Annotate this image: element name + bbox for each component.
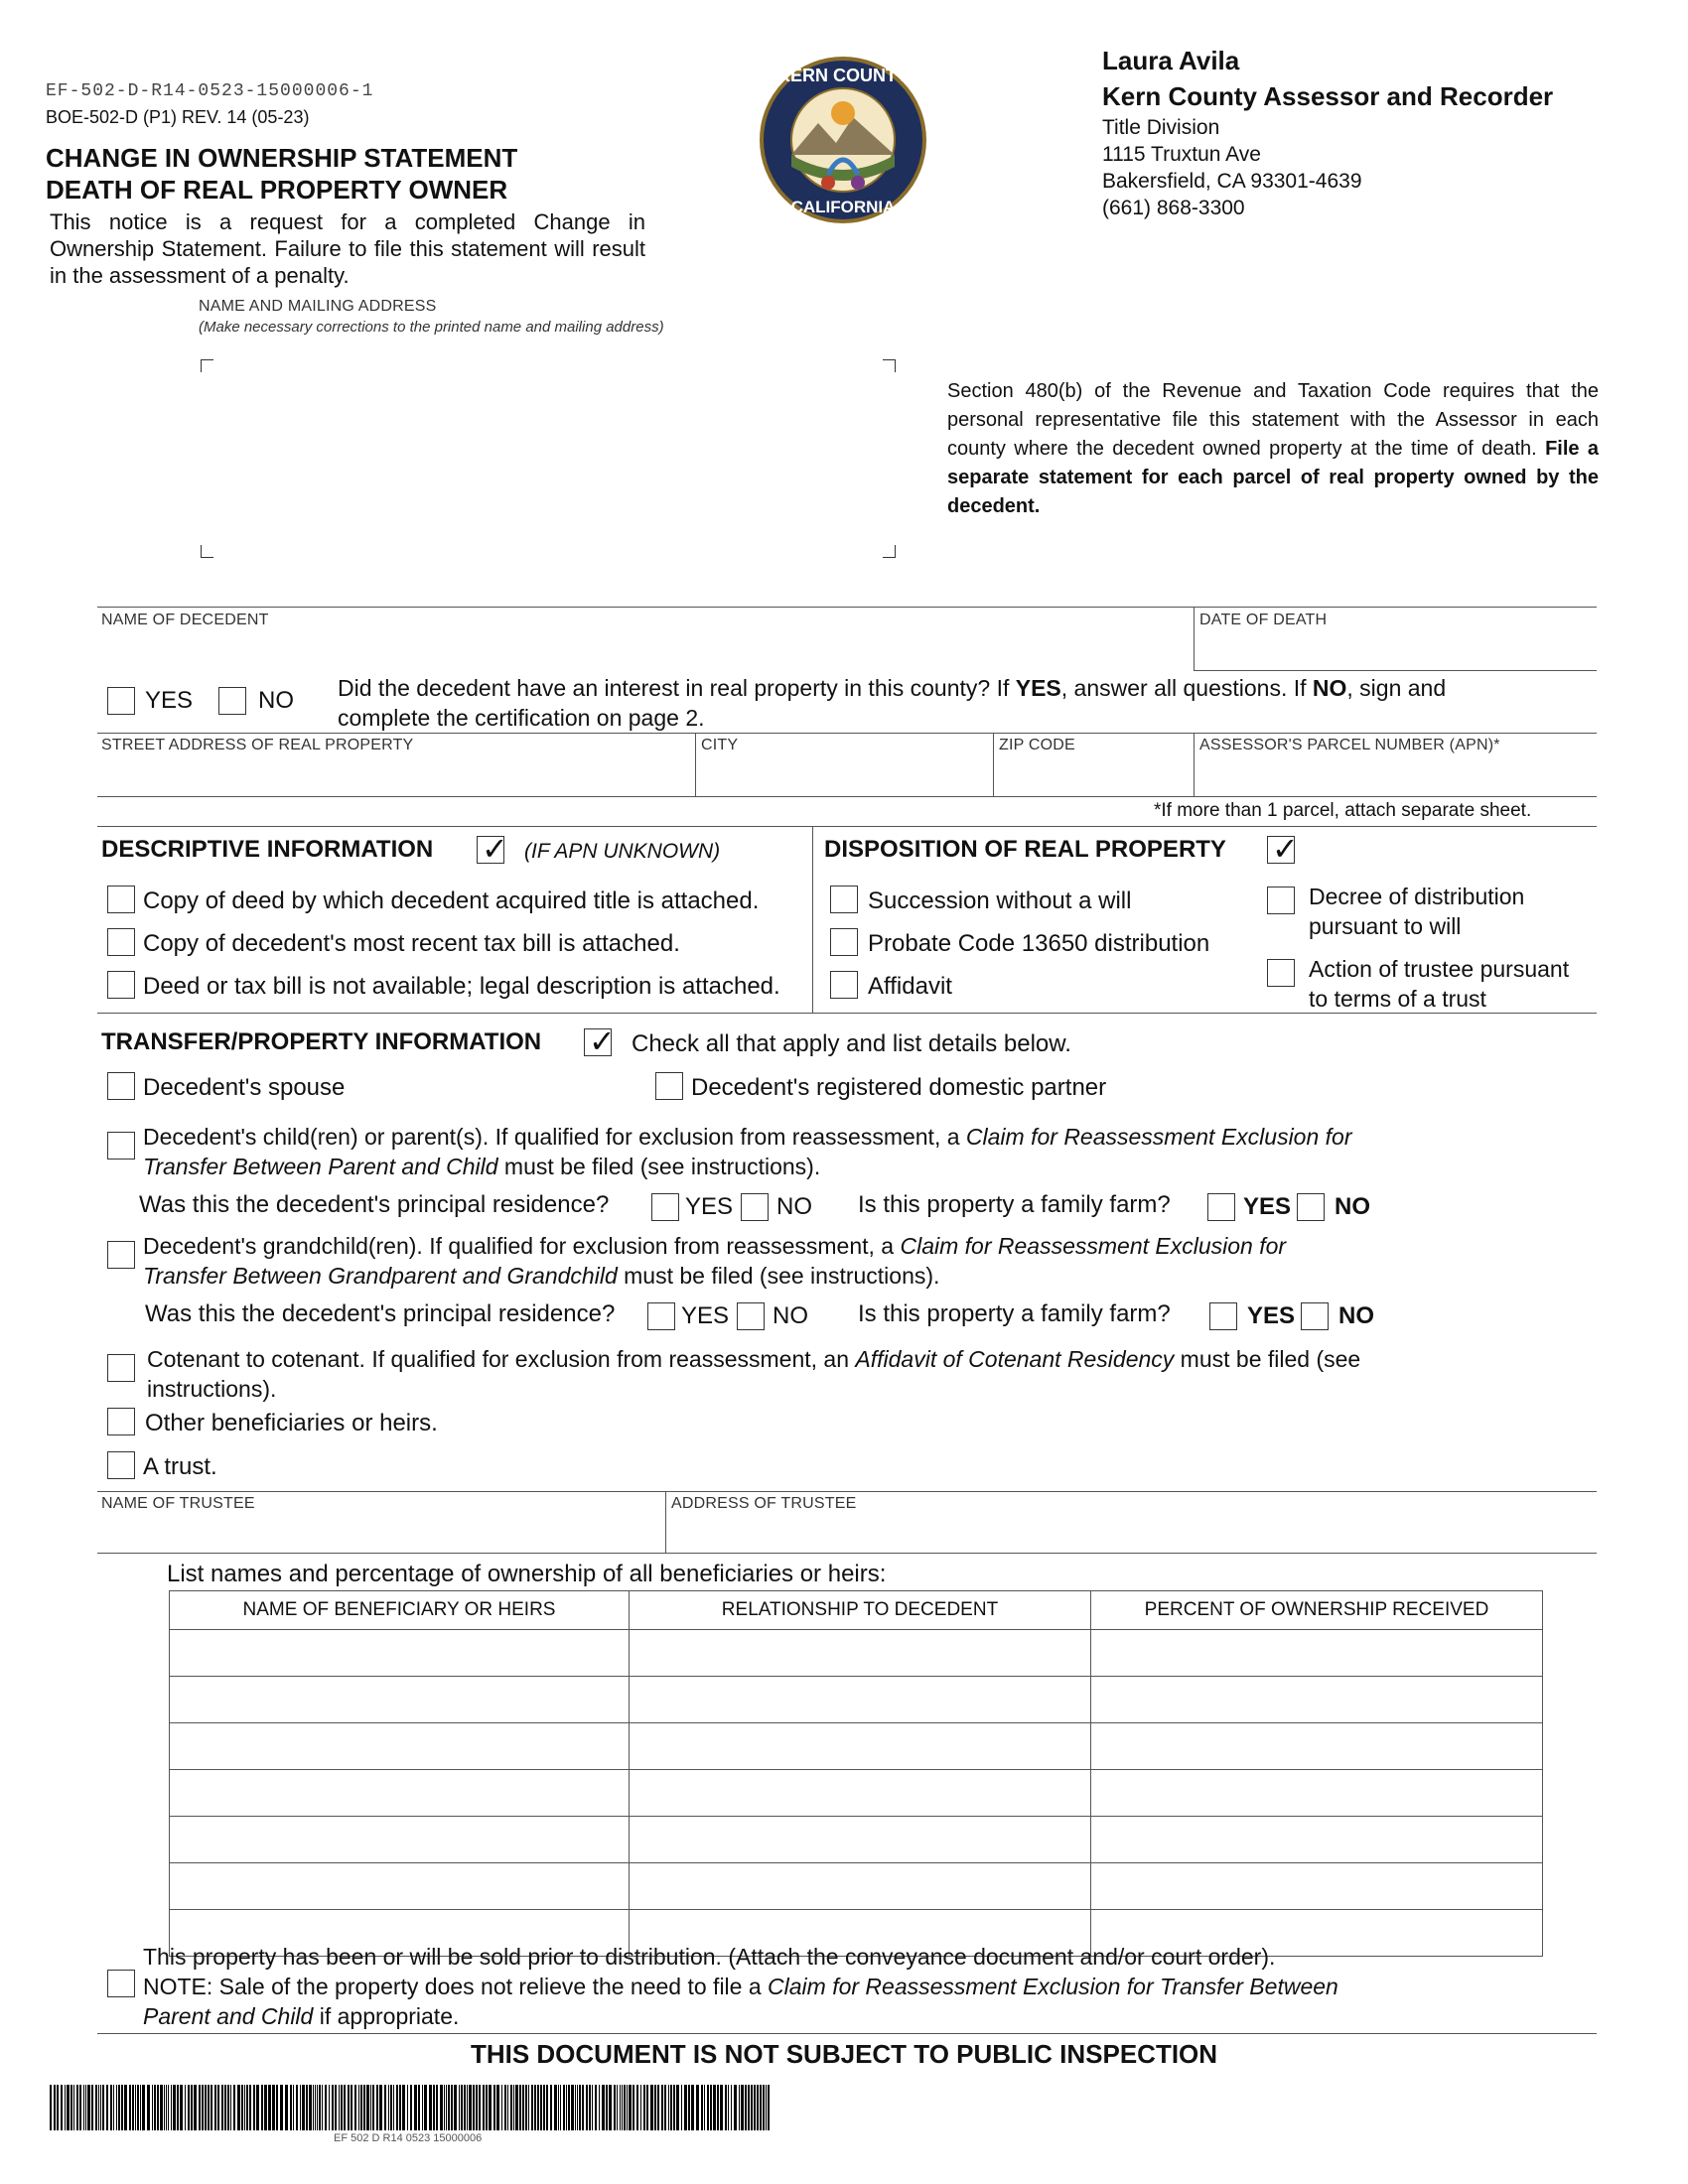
city-label: CITY [701, 737, 739, 753]
percent-cell[interactable] [1091, 1817, 1543, 1863]
beneficiary-name-cell[interactable] [170, 1770, 630, 1817]
percent-cell[interactable] [1091, 1770, 1543, 1817]
table-row [170, 1723, 1543, 1770]
domestic-partner-label: Decedent's registered domestic partner [691, 1074, 1107, 1101]
grandchild-farm-no-checkbox[interactable] [1301, 1302, 1329, 1330]
child-farm-no-checkbox[interactable] [1297, 1193, 1325, 1221]
beneficiary-name-cell[interactable] [170, 1817, 630, 1863]
assessor-phone: (661) 868-3300 [1102, 197, 1245, 219]
child-residence-no-label: NO [776, 1193, 812, 1220]
section-480-bold: File a separate statement for each parcel of real property owned by the decedent. [947, 438, 1599, 517]
table-row [170, 1770, 1543, 1817]
trustee-name-field[interactable] [97, 1517, 663, 1551]
col-percent-header: PERCENT OF OWNERSHIP RECEIVED [1091, 1591, 1543, 1630]
assessor-office: Kern County Assessor and Recorder [1102, 81, 1554, 111]
section-480-body: Section 480(b) of the Revenue and Taxation Code requires that the personal representative file this statement with the Assessor in each county where the decedent owned property at the time of death. [947, 380, 1599, 460]
city-field[interactable] [697, 758, 991, 794]
table-row [170, 1677, 1543, 1723]
disposition-affidavit-checkbox[interactable] [830, 971, 858, 999]
barcode-image [50, 2085, 774, 2130]
descriptive-taxbill-label: Copy of decedent's most recent tax bill is attached. [143, 930, 680, 957]
disposition-decree-label: Decree of distribution pursuant to will [1309, 884, 1525, 939]
disposition-trustee-label: Action of trustee pursuant to terms of a trust [1309, 956, 1570, 1012]
grandchild-residence-yes-checkbox[interactable] [647, 1302, 675, 1330]
trustee-address-field[interactable] [667, 1517, 1595, 1551]
interest-yes-checkbox[interactable] [107, 687, 135, 715]
child-farm-yes-label: YES [1243, 1193, 1292, 1220]
disposition-affidavit-label: Affidavit [868, 973, 952, 1000]
transfer-heading: TRANSFER/PROPERTY INFORMATION [101, 1028, 542, 1055]
assessor-division: Title Division [1102, 116, 1220, 139]
transfer-instruction: Check all that apply and list details below. [632, 1030, 1071, 1057]
grandchild-checkbox[interactable] [107, 1241, 135, 1269]
mailing-address-label: NAME AND MAILING ADDRESS [199, 298, 437, 315]
svg-text:KERN COUNTY: KERN COUNTY [776, 66, 910, 85]
zip-code-label: ZIP CODE [999, 737, 1075, 753]
descriptive-qualifier: (IF APN UNKNOWN) [524, 840, 721, 863]
child-residence-question: Was this the decedent's principal residence? [139, 1191, 610, 1218]
interest-yes-label: YES [145, 687, 194, 714]
barcode-text: EF 502 D R14 0523 15000006 [334, 2132, 483, 2144]
grandchild-farm-question: Is this property a family farm? [858, 1300, 1171, 1327]
penalty-notice: This notice is a request for a completed Change in Ownership Statement. Failure to file this statement will result in the assessment of a penalty. [50, 209, 645, 288]
public-inspection-notice: THIS DOCUMENT IS NOT SUBJECT TO PUBLIC INSPECTION [470, 2039, 1218, 2069]
spouse-checkbox[interactable] [107, 1072, 135, 1100]
disposition-heading: DISPOSITION OF REAL PROPERTY [824, 836, 1226, 863]
zip-code-field[interactable] [995, 758, 1192, 794]
mailing-address-window[interactable] [201, 359, 896, 558]
child-parent-text: Decedent's child(ren) or parent(s). If qualified for exclusion from reassessment, a Claim for Reassessment Exclusion for Transfer Between Parent and Child must be filed (see instructions). [143, 1124, 1352, 1179]
percent-cell[interactable] [1091, 1723, 1543, 1770]
grandchild-farm-no-label: NO [1338, 1302, 1374, 1329]
apn-note: *If more than 1 parcel, attach separate sheet. [1154, 800, 1532, 821]
percent-cell[interactable] [1091, 1630, 1543, 1677]
street-address-field[interactable] [97, 758, 693, 794]
interest-no-checkbox[interactable] [218, 687, 246, 715]
child-residence-no-checkbox[interactable] [741, 1193, 769, 1221]
relationship-cell[interactable] [630, 1863, 1091, 1910]
other-heirs-label: Other beneficiaries or heirs. [145, 1410, 438, 1436]
beneficiary-name-cell[interactable] [170, 1630, 630, 1677]
county-seal-logo [759, 56, 927, 224]
disposition-probate-label: Probate Code 13650 distribution [868, 930, 1210, 957]
trust-label: A trust. [143, 1453, 217, 1480]
disposition-check-icon: ✓ [1267, 836, 1295, 864]
assessor-name: Laura Avila [1102, 46, 1240, 75]
form-title-line2: DEATH OF REAL PROPERTY OWNER [46, 175, 508, 205]
trustee-address-label: ADDRESS OF TRUSTEE [671, 1495, 857, 1512]
disposition-trustee-checkbox[interactable] [1267, 959, 1295, 987]
descriptive-deed-label: Copy of deed by which decedent acquired title is attached. [143, 887, 760, 914]
grandchild-residence-question: Was this the decedent's principal residence? [145, 1300, 616, 1327]
relationship-cell[interactable] [630, 1630, 1091, 1677]
form-title-line1: CHANGE IN OWNERSHIP STATEMENT [46, 143, 518, 173]
table-row [170, 1863, 1543, 1910]
col-relationship-header: RELATIONSHIP TO DECEDENT [630, 1591, 1091, 1630]
relationship-cell[interactable] [630, 1770, 1091, 1817]
date-of-death-field[interactable] [1197, 633, 1595, 669]
decedent-name-field[interactable] [97, 633, 1190, 669]
percent-cell[interactable] [1091, 1677, 1543, 1723]
child-parent-checkbox[interactable] [107, 1132, 135, 1160]
trustee-name-label: NAME OF TRUSTEE [101, 1495, 255, 1512]
spouse-label: Decedent's spouse [143, 1074, 346, 1101]
grandchild-text: Decedent's grandchild(ren). If qualified for exclusion from reassessment, a Claim for Reassessment Exclusion for Transfer Between Grandparent and Grandchild must be filed (see instructions). [143, 1233, 1287, 1289]
assessor-street: 1115 Truxtun Ave [1102, 143, 1261, 166]
grandchild-residence-no-checkbox[interactable] [737, 1302, 765, 1330]
beneficiary-name-cell[interactable] [170, 1723, 630, 1770]
descriptive-taxbill-checkbox[interactable] [107, 928, 135, 956]
beneficiaries-table [169, 1590, 1543, 1957]
domestic-partner-checkbox[interactable] [655, 1072, 683, 1100]
form-code: EF-502-D-R14-0523-15000006-1 [46, 81, 374, 101]
apn-field[interactable] [1196, 758, 1597, 794]
table-row [170, 1630, 1543, 1677]
interest-question: Did the decedent have an interest in real property in this county? If YES, answer all questions. If NO, sign and complete the certification on page 2. [338, 675, 1447, 731]
assessor-city: Bakersfield, CA 93301-4639 [1102, 170, 1362, 193]
sold-prior-checkbox[interactable] [107, 1970, 135, 1997]
child-farm-yes-checkbox[interactable] [1207, 1193, 1235, 1221]
child-farm-question: Is this property a family farm? [858, 1191, 1171, 1218]
grandchild-residence-yes-label: YES [681, 1302, 730, 1329]
child-farm-no-label: NO [1335, 1193, 1370, 1220]
beneficiary-name-cell[interactable] [170, 1863, 630, 1910]
descriptive-deed-checkbox[interactable] [107, 886, 135, 913]
other-heirs-checkbox[interactable] [107, 1408, 135, 1435]
percent-cell[interactable] [1091, 1863, 1543, 1910]
form-number: BOE-502-D (P1) REV. 14 (05-23) [46, 107, 310, 127]
apn-label: ASSESSOR'S PARCEL NUMBER (APN)* [1199, 737, 1500, 753]
child-residence-yes-checkbox[interactable] [651, 1193, 679, 1221]
col-name-header: NAME OF BENEFICIARY OR HEIRS [170, 1591, 630, 1630]
cotenant-text: Cotenant to cotenant. If qualified for exclusion from reassessment, an Affidavit of Cotenant Residency must be filed (see instructions). [147, 1346, 1361, 1402]
section-480-text [947, 377, 1599, 521]
disposition-probate-checkbox[interactable] [830, 928, 858, 956]
relationship-cell[interactable] [630, 1817, 1091, 1863]
cotenant-checkbox[interactable] [107, 1354, 135, 1382]
descriptive-legal-checkbox[interactable] [107, 971, 135, 999]
disposition-succession-checkbox[interactable] [830, 886, 858, 913]
beneficiaries-intro: List names and percentage of ownership of all beneficiaries or heirs: [167, 1561, 887, 1587]
svg-text:CALIFORNIA: CALIFORNIA [790, 198, 896, 216]
date-of-death-label: DATE OF DEATH [1199, 612, 1328, 628]
grandchild-farm-yes-label: YES [1247, 1302, 1296, 1329]
grandchild-farm-yes-checkbox[interactable] [1209, 1302, 1237, 1330]
mailing-address-note: (Make necessary corrections to the printed name and mailing address) [199, 319, 664, 336]
table-row [170, 1817, 1543, 1863]
relationship-cell[interactable] [630, 1677, 1091, 1723]
descriptive-heading: DESCRIPTIVE INFORMATION [101, 836, 434, 863]
street-address-label: STREET ADDRESS OF REAL PROPERTY [101, 737, 414, 753]
sold-prior-text: This property has been or will be sold prior to distribution. (Attach the conveyance document and/or court order). NOTE: Sale of the property does not relieve the need to file a Claim for Reassessment Exclusion for Transfer Between Parent and Child if appropriate. [143, 1944, 1338, 2029]
trust-checkbox[interactable] [107, 1451, 135, 1479]
descriptive-legal-label: Deed or tax bill is not available; legal description is attached. [143, 973, 780, 1000]
grandchild-residence-no-label: NO [773, 1302, 808, 1329]
disposition-decree-checkbox[interactable] [1267, 887, 1295, 914]
transfer-check-icon: ✓ [584, 1028, 612, 1056]
beneficiary-name-cell[interactable] [170, 1677, 630, 1723]
child-residence-yes-label: YES [685, 1193, 734, 1220]
decedent-name-label: NAME OF DECEDENT [101, 612, 269, 628]
relationship-cell[interactable] [630, 1723, 1091, 1770]
disposition-succession-label: Succession without a will [868, 887, 1132, 914]
interest-no-label: NO [258, 687, 294, 714]
descriptive-check-icon: ✓ [477, 836, 504, 864]
